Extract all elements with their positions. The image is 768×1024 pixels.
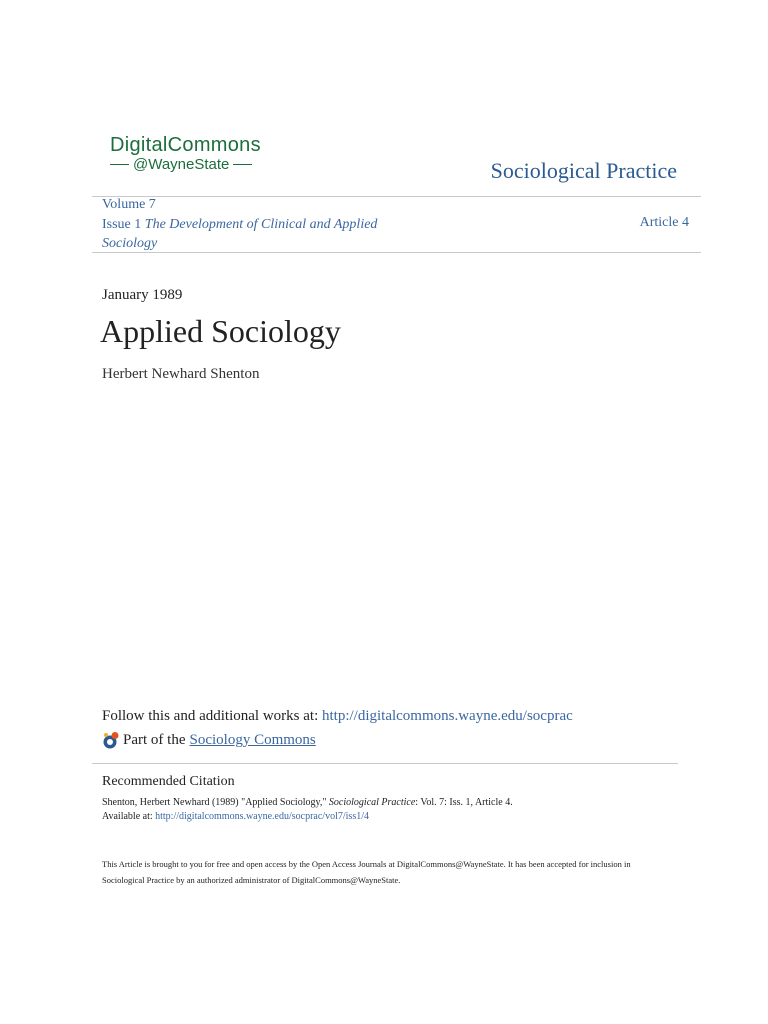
follow-url-link[interactable]: http://digitalcommons.wayne.edu/socprac — [321, 708, 573, 724]
author-name: Herbert Newhard Shenton — [102, 366, 260, 382]
follow-line — [102, 708, 573, 725]
logo-rule-right — [233, 164, 252, 165]
logo-waynestate — [110, 156, 252, 173]
part-of-label: Part of the — [123, 732, 186, 748]
divider-top — [92, 196, 701, 197]
citation-journal: Sociological Practice — [328, 797, 416, 808]
publication-date: January 1989 — [102, 287, 183, 303]
divider-citation — [92, 763, 678, 764]
issue-prefix: Issue 1 — [102, 217, 142, 232]
logo-waynestate-text: @WayneState — [133, 156, 230, 173]
logo-digitalcommons: DigitalCommons — [110, 134, 261, 156]
logo-rule-left — [110, 164, 129, 165]
recommended-citation-heading: Recommended Citation — [102, 774, 235, 789]
divider-header-bottom — [92, 252, 701, 253]
sociology-commons-link[interactable]: Sociology Commons — [189, 732, 316, 748]
follow-label: Follow this and additional works at: — [102, 708, 319, 724]
citation-pre: Shenton, Herbert Newhard (1989) "Applied Sociology," — [102, 797, 327, 808]
citation-text — [102, 796, 513, 810]
available-label: Available at: — [102, 811, 153, 822]
volume-link[interactable]: Volume 7 — [102, 197, 156, 212]
available-at — [102, 810, 513, 824]
available-url-link[interactable]: http://digitalcommons.wayne.edu/socprac/vol7/iss1/4 — [155, 811, 369, 822]
issue-link[interactable] — [102, 215, 392, 253]
journal-title[interactable]: Sociological Practice — [490, 158, 677, 183]
footer-note: This Article is brought to you for free and open access by the Open Access Journals at DigitalCommons@WayneState. It has been accepted for inclusion in Sociological Practice by an authorized administrator of DigitalCommons@WayneState. — [102, 859, 631, 885]
citation-post: : Vol. 7: Iss. 1, Article 4. — [415, 797, 513, 808]
citation-block — [102, 796, 513, 824]
issue-title: The Development of Clinical and Applied Sociology — [102, 217, 378, 251]
article-link[interactable]: Article 4 — [639, 215, 689, 230]
article-title: Applied Sociology — [100, 313, 341, 349]
commons-network-icon — [102, 731, 121, 750]
part-of-line — [102, 731, 316, 750]
